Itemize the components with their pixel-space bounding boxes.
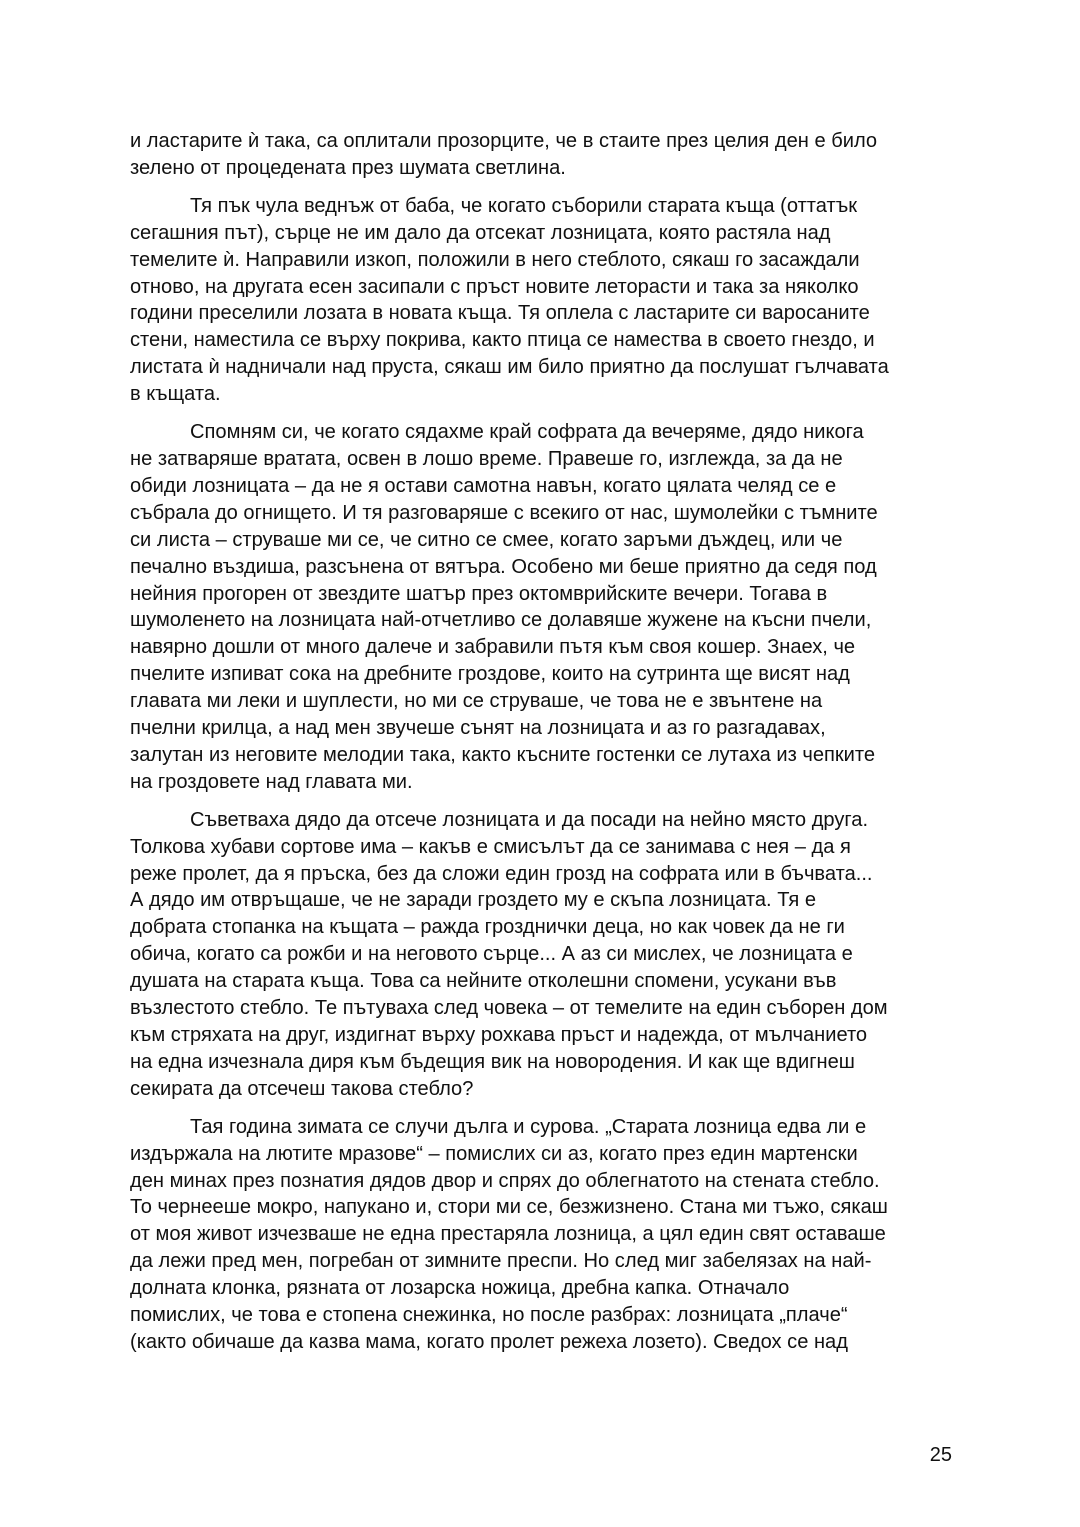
text-line: навярно дошли от много далече и забравили пътя към своя кошер. Знаех, че (130, 636, 856, 659)
paragraph (130, 193, 960, 408)
text-line: в къщата. (130, 383, 221, 406)
text-line: Толкова хубави сортове има – какъв е смисълът да се занимава с нея – да я (130, 835, 851, 858)
text-line: и ластарите ѝ така, са оплитали прозорците, че в стаите през целия ден е било (130, 130, 878, 152)
text-line: зелено от процедената през шумата светлина. (130, 156, 566, 179)
text-line: помислих, че това е стопена снежинка, но после разбрах: лозницата „плаче“ (130, 1304, 848, 1327)
text-line: залутан из неговите мелодии така, както късните гостенки се лутаха из чепките (130, 743, 876, 766)
paragraph (130, 807, 960, 1103)
text-line: шумоленето на лозницата най-отчетливо се долавяше жужене на късни пчели, (130, 609, 872, 632)
text-line: А дядо им отвръщаше, че не заради гроздето му е скъпа лозницата. Тя е (130, 889, 816, 912)
text-line: Съветваха дядо да отсече лозницата и да посади на нейно място друга. (190, 808, 869, 831)
text-line: си листа – струваше ми се, че ситно се смее, когато заръми дъждец, или че (130, 528, 843, 551)
paragraph (130, 128, 960, 182)
text-line: нейния прогорен от звездите шатър през октомврийските вечери. Тогава в (130, 582, 828, 605)
text-line: не затваряше вратата, освен в лошо време. Правеше го, изглежда, за да не (130, 447, 843, 470)
text-line: листата ѝ надничали над пруста, сякаш им било приятно да послушат гълчавата (130, 356, 889, 379)
text-line: на гроздовете над главата ми. (130, 770, 413, 793)
text-line: събрала до огнището. И тя разговаряше с всекиго от нас, шумолейки с тъмните (130, 501, 878, 524)
text-line: обича, когато са рожби и на неговото сърце... А аз си мислех, че лозницата е (130, 943, 853, 966)
text-line: Спомням си, че когато сядахме край софрата да вечеряме, дядо никога (190, 421, 864, 444)
text-line: печално въздиша, разсънена от вятъра. Особено ми беше приятно да седя под (130, 555, 877, 578)
text-line: обиди лозницата – да не я остави самотна навън, когато цялата челяд се е (130, 474, 837, 497)
text-line: секирата да отсечеш такова стебло? (130, 1077, 474, 1100)
text-line: пчелни крилца, а над мен звучеше сънят на лозницата и аз го разгадавах, (130, 717, 826, 740)
text-line: сегашния път), сърце не им дало да отсекат лозницата, която растяла над (130, 221, 831, 244)
text-line: на една изчезнала диря към бъдещия вик на новородения. И как ще вдигнеш (130, 1050, 855, 1073)
text-line: да лежи пред мен, погребан от зимните преспи. Но след миг забелязах на най- (130, 1250, 872, 1273)
text-line: към стряхата на друг, издигнат върху рохкава пръст и надежда, от мълчанието (130, 1024, 868, 1046)
text-line: от моя живот изчезваше не една престаряла лозница, а цял един свят оставаше (130, 1223, 886, 1246)
text-line: ден минах през познатия дядов двор и спрях до облегнатото на стената стебло. (130, 1169, 880, 1192)
text-line: Тая година зимата се случи дълга и сурова. „Старата лозница едва ли е (190, 1115, 867, 1138)
text-line: Тя пък чула веднъж от баба, че когато съборили старата къща (оттатък (190, 194, 858, 217)
text-line: долната клонка, рязната от лозарска ножица, дребна капка. Отначало (130, 1277, 790, 1300)
text-line: То чернееше мокро, напукано и, стори ми се, безжизнено. Стана ми тъжо, сякаш (130, 1196, 888, 1219)
paragraph (130, 419, 960, 796)
text-line: душата на старата къща. Това са нейните отколешни спомени, усукани във (130, 970, 837, 993)
body-text (130, 128, 960, 1367)
text-line: (както обичаше да казва мама, когато пролет режеха лозето). Сведох се над (130, 1330, 848, 1353)
text-line: отново, на другата есен засипали с пръст новите летораcти и така за няколко (130, 275, 859, 298)
text-line: издържала на лютите мразове“ – помислих си аз, когато през един мартенски (130, 1142, 858, 1165)
text-line: темелите ѝ. Направили изкоп, положили в него стеблото, сякаш го засаждали (130, 248, 860, 271)
text-line: стени, наместила се върху покрива, както птица се намества в своето гнездо, и (130, 329, 875, 352)
text-line: добрата стопанка на къщата – ражда грозднички деца, но как човек да не ги (130, 916, 845, 939)
text-line: години преселили лозата в новата къща. Тя оплела с ластарите си варосаните (130, 302, 870, 325)
page-number: 25 (929, 1444, 952, 1466)
text-line: главата ми леки и шуплести, но ми се струваше, че това не е звънтене на (130, 690, 823, 713)
text-line: пчелите изпиват сока на дребните гроздове, които на сутринта ще висят над (130, 663, 850, 686)
paragraph (130, 1114, 960, 1356)
text-line: реже пролет, да я пръска, без да сложи един грозд на софрата или в бъчвата... (130, 862, 873, 885)
text-line: възлестото стебло. Те пътуваха след човека – от темелите на един съборен дом (130, 997, 888, 1020)
